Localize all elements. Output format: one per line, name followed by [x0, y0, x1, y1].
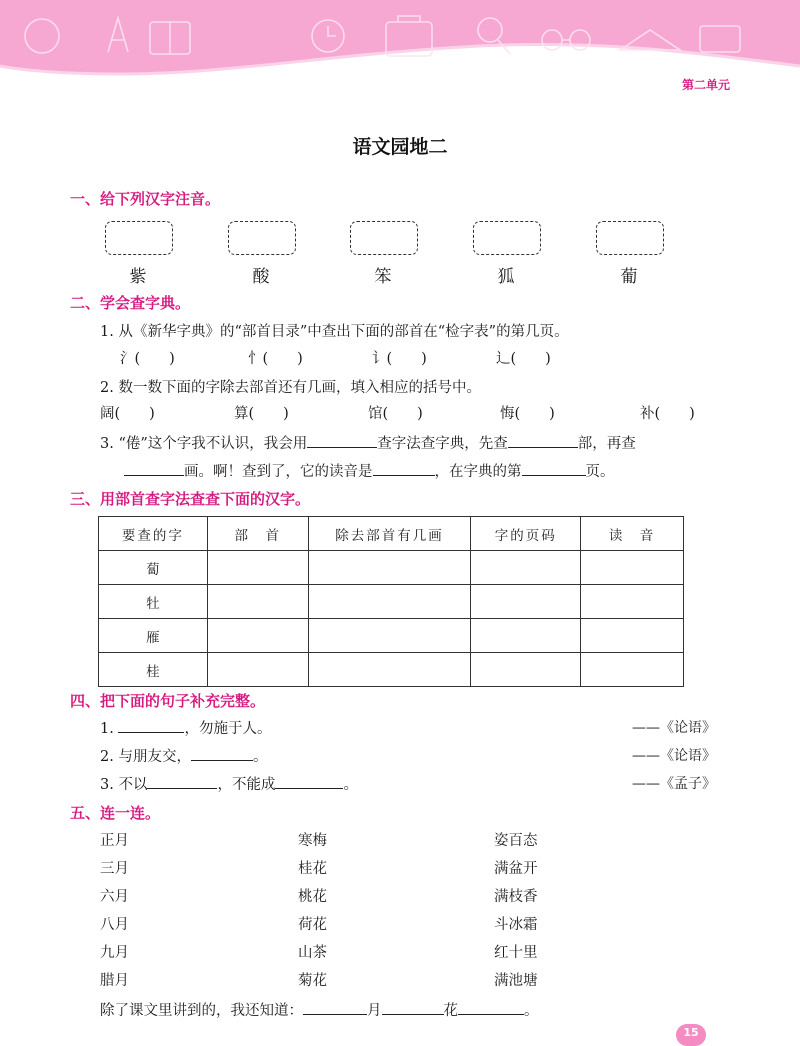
source: ——《论语》 [632, 720, 716, 736]
table-header: 部 首 [207, 517, 308, 551]
table-cell[interactable] [308, 653, 471, 687]
stroke-char: 算 [234, 406, 249, 422]
table-cell[interactable] [581, 619, 684, 653]
phrase-item[interactable]: 满枝香 [494, 889, 538, 905]
radical-item: 辶( ) [496, 351, 551, 367]
header-banner [0, 0, 800, 110]
radical-item: 讠( ) [372, 351, 427, 367]
table-cell[interactable] [581, 585, 684, 619]
month-item[interactable]: 八月 [100, 917, 129, 933]
blank[interactable] [382, 1000, 444, 1015]
table-cell[interactable] [471, 653, 581, 687]
table-cell[interactable] [308, 585, 471, 619]
pinyin-box[interactable] [596, 221, 664, 255]
table-cell[interactable] [207, 585, 308, 619]
flower-item[interactable]: 寒梅 [298, 833, 327, 849]
blank[interactable] [275, 774, 343, 789]
table-cell[interactable] [308, 619, 471, 653]
blank[interactable] [303, 1000, 367, 1015]
source: ——《孟子》 [632, 776, 716, 792]
table-cell[interactable] [581, 551, 684, 585]
char-2: 笨 [374, 267, 392, 287]
radical-item: 氵( ) [120, 351, 175, 367]
blank[interactable] [147, 774, 217, 789]
pinyin-box[interactable] [105, 221, 173, 255]
table-cell-char: 牡 [99, 585, 208, 619]
section-heading-4: 四、把下面的句子补充完整。 [70, 692, 266, 710]
section-heading-5: 五、连一连。 [70, 804, 161, 822]
sentence-2: 2. 与朋友交， 。 [100, 745, 267, 766]
q1-text: 1. 从《新华字典》的“部首目录”中查出下面的部首在“检字表”的第几页。 [100, 324, 569, 340]
stroke-char: 悔 [500, 406, 515, 422]
table-cell[interactable] [308, 551, 471, 585]
table-row [99, 551, 684, 585]
blank[interactable] [191, 746, 253, 761]
blank[interactable] [307, 433, 377, 448]
table-header: 读 音 [581, 517, 684, 551]
source: ——《论语》 [632, 748, 716, 764]
stroke-item: 悔( ) [500, 406, 555, 422]
section-heading-3: 三、用部首查字法查查下面的汉字。 [70, 490, 311, 508]
table-cell[interactable] [207, 551, 308, 585]
flower-item[interactable]: 桂花 [298, 861, 327, 877]
table-header-row [99, 517, 684, 551]
char-1: 酸 [252, 267, 270, 287]
flower-item[interactable]: 山茶 [298, 945, 327, 961]
sentence-1: 1. ，勿施于人。 [100, 717, 271, 738]
stroke-char: 补 [640, 406, 655, 422]
phrase-item[interactable]: 满盆开 [494, 861, 538, 877]
table-cell[interactable] [471, 551, 581, 585]
month-item[interactable]: 六月 [100, 889, 129, 905]
month-item[interactable]: 腊月 [100, 973, 129, 989]
q3-line2: 画。啊！查到了，它的读音是 ，在字典的第 页。 [124, 460, 615, 481]
table-cell[interactable] [581, 653, 684, 687]
phrase-item[interactable]: 满池塘 [494, 973, 538, 989]
table-row [99, 585, 684, 619]
stroke-char: 馆 [368, 406, 383, 422]
phrase-item[interactable]: 红十里 [494, 945, 538, 961]
char-3: 狐 [497, 267, 515, 287]
table-header: 要查的字 [99, 517, 208, 551]
blank[interactable] [373, 461, 435, 476]
flower-item[interactable]: 菊花 [298, 973, 327, 989]
radical: 忄 [248, 351, 263, 367]
flower-item[interactable]: 荷花 [298, 917, 327, 933]
month-item[interactable]: 三月 [100, 861, 129, 877]
pinyin-box[interactable] [228, 221, 296, 255]
stroke-char: 阔 [100, 406, 115, 422]
page-number: 15 [676, 1024, 706, 1046]
pinyin-box[interactable] [473, 221, 541, 255]
blank[interactable] [458, 1000, 524, 1015]
table-cell-char: 蔔 [99, 551, 208, 585]
flower-item[interactable]: 桃花 [298, 889, 327, 905]
stroke-item: 补( ) [640, 406, 695, 422]
blank[interactable] [124, 461, 184, 476]
radical: 辶 [496, 351, 511, 367]
unit-label: 第二单元 [681, 78, 730, 92]
phrase-item[interactable]: 姿百态 [494, 833, 538, 849]
radical-item: 忄( ) [248, 351, 303, 367]
table-header: 除去部首有几画 [308, 517, 471, 551]
blank[interactable] [508, 433, 578, 448]
table-cell[interactable] [471, 585, 581, 619]
extra-line: 除了课文里讲到的，我还知道： 月 花 。 [100, 999, 539, 1020]
q2-text: 2. 数一数下面的字除去部首还有几画，填入相应的括号中。 [100, 380, 481, 396]
phrase-item[interactable]: 斗冰霜 [494, 917, 538, 933]
blank[interactable] [118, 718, 184, 733]
table-cell[interactable] [471, 619, 581, 653]
lookup-table [98, 516, 684, 687]
radical: 氵 [120, 351, 135, 367]
blank[interactable] [522, 461, 586, 476]
table-cell-char: 雁 [99, 619, 208, 653]
section-heading-2: 二、学会查字典。 [70, 294, 191, 312]
page-title: 语文园地二 [352, 136, 448, 158]
table-row [99, 653, 684, 687]
table-cell-char: 桂 [99, 653, 208, 687]
month-item[interactable]: 九月 [100, 945, 129, 961]
stroke-item: 算( ) [234, 406, 289, 422]
table-row [99, 619, 684, 653]
char-0: 紫 [129, 267, 147, 287]
section-heading-1: 一、给下列汉字注音。 [70, 190, 221, 208]
stroke-item: 馆( ) [368, 406, 423, 422]
table-cell[interactable] [207, 653, 308, 687]
stroke-item: 阔( ) [100, 406, 155, 422]
table-cell[interactable] [207, 619, 308, 653]
char-4: 葡 [620, 267, 638, 287]
radical: 讠 [372, 351, 387, 367]
pinyin-box[interactable] [350, 221, 418, 255]
month-item[interactable]: 正月 [100, 833, 129, 849]
table-header: 字的页码 [471, 517, 581, 551]
q3-line1: 3. “倦”这个字我不认识，我会用 查字法查字典，先查 部，再查 [100, 432, 636, 453]
sentence-3: 3. 不以 ，不能成 。 [100, 773, 358, 794]
